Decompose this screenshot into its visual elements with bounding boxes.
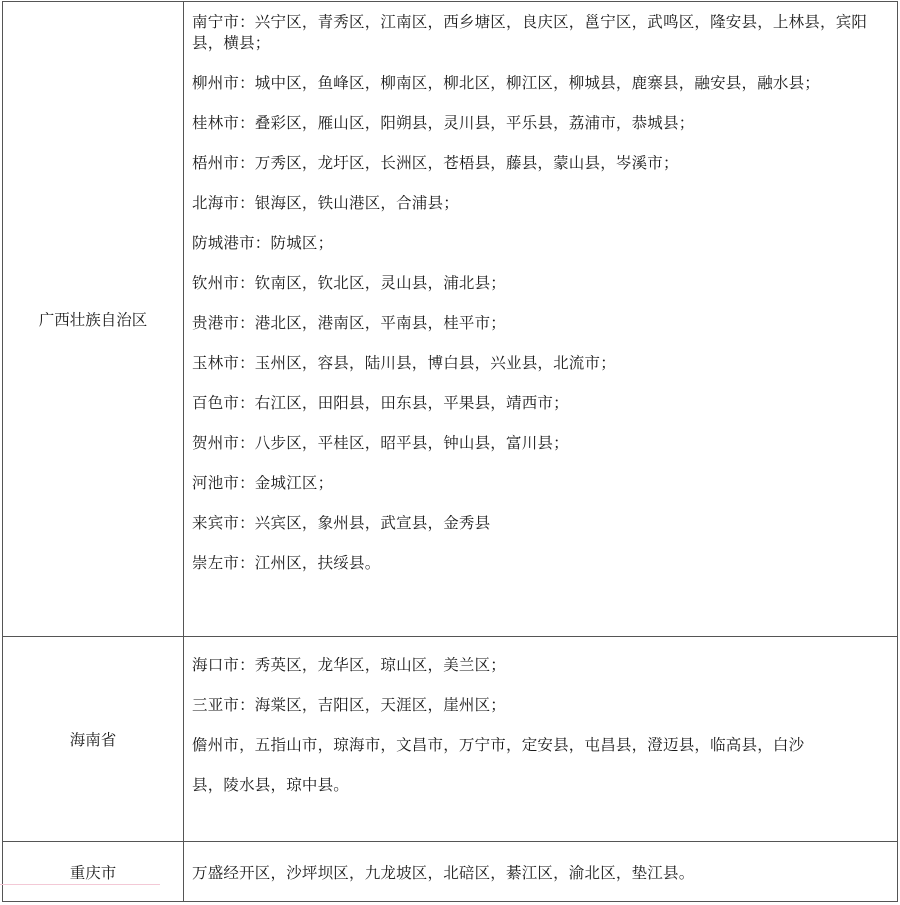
city-line: 来宾市：兴宾区，象州县，武宣县，金秀县 <box>192 514 491 532</box>
city-line: 梧州市：万秀区，龙圩区，长洲区，苍梧县，藤县，蒙山县，岑溪市； <box>192 154 679 172</box>
region-table <box>2 1 898 902</box>
city-line: 玉林市：玉州区，容县，陆川县，博白县，兴业县，北流市； <box>192 354 616 372</box>
city-line: 贵港市：港北区，港南区，平南县，桂平市； <box>192 314 507 332</box>
table-row <box>3 842 898 902</box>
table-row <box>3 2 898 637</box>
cities-list <box>184 853 897 891</box>
province-name: 海南省 <box>69 731 117 749</box>
city-line: 桂林市：叠彩区，雁山区，阳朔县，灵川县，平乐县，荔浦市，恭城县； <box>192 114 695 132</box>
province-cell <box>3 842 184 902</box>
city-line: 万盛经开区，沙坪坝区，九龙坡区，北碚区，綦江区，渝北区，垫江县。 <box>192 863 695 882</box>
city-line: 三亚市：海棠区，吉阳区，天涯区，崖州区； <box>192 696 507 714</box>
province-name: 重庆市 <box>69 863 117 882</box>
province-name: 广西壮族自治区 <box>38 311 148 329</box>
city-line: 县，陵水县，琼中县。 <box>192 776 350 794</box>
cities-list <box>184 2 897 582</box>
city-line: 北海市：银海区，铁山港区，合浦县； <box>192 194 459 212</box>
cities-cell <box>184 2 898 637</box>
city-line: 崇左市：江州区，扶绥县。 <box>192 554 381 572</box>
cities-list <box>184 637 897 804</box>
city-line: 贺州市：八步区，平桂区，昭平县，钟山县，富川县； <box>192 434 569 452</box>
city-line: 河池市：金城江区； <box>192 474 334 492</box>
city-line: 钦州市：钦南区，钦北区，灵山县，浦北县； <box>192 274 507 292</box>
city-line: 防城港市：防城区； <box>192 234 334 252</box>
city-line: 南宁市：兴宁区，青秀区，江南区，西乡塘区，良庆区，邕宁区，武鸣区，隆安县，上林县，宾阳县，横县； <box>192 13 868 52</box>
city-line: 柳州市：城中区，鱼峰区，柳南区，柳北区，柳江区，柳城县，鹿寨县，融安县，融水县； <box>192 74 821 92</box>
cities-cell <box>184 842 898 902</box>
city-line: 儋州市，五指山市，琼海市，文昌市，万宁市，定安县，屯昌县，澄迈县，临高县，白沙 <box>192 736 805 754</box>
cities-cell <box>184 637 898 842</box>
city-line: 海口市：秀英区，龙华区，琼山区，美兰区； <box>192 656 507 674</box>
table-row <box>3 637 898 842</box>
divider <box>0 884 160 885</box>
city-line: 百色市：右江区，田阳县，田东县，平果县，靖西市； <box>192 394 569 412</box>
province-cell <box>3 637 184 842</box>
province-cell <box>3 2 184 637</box>
